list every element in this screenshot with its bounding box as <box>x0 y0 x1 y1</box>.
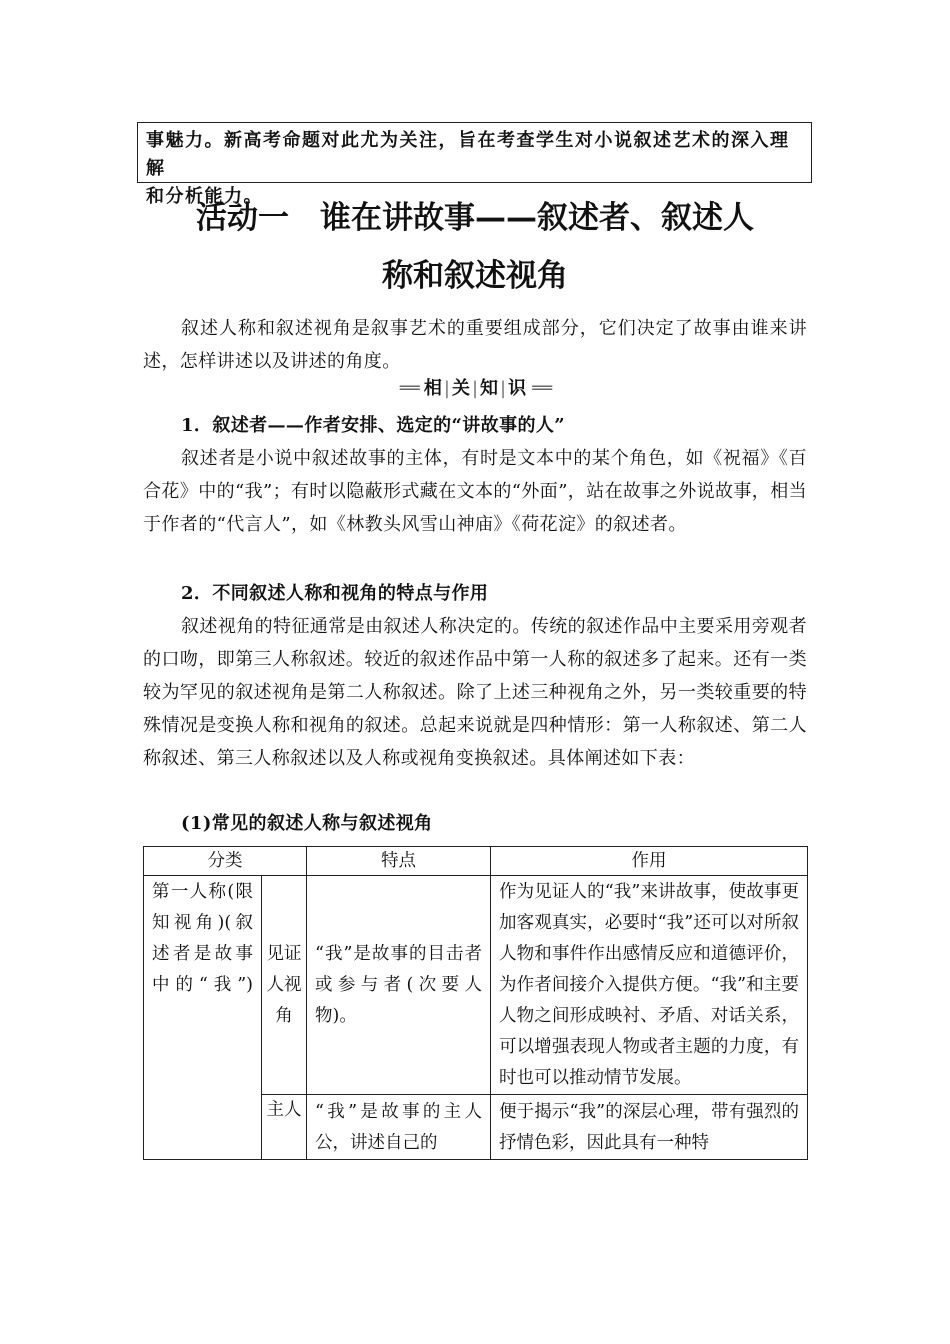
intro-box-line-2: 和分析能力。 <box>146 186 263 207</box>
header-category: 分类 <box>144 847 307 876</box>
table-caption: (1)常见的叙述人称与叙述视角 <box>181 813 433 834</box>
header-feature: 特点 <box>307 847 491 876</box>
paragraph-narrator: 叙述者是小说中叙述故事的主体，有时是文本中的某个角色，如《祝福》《百合花》中的“我”；有时以隐蔽形式藏在文本的“外面”，站在故事之外说故事，相当于作者的“代言人”，如《林教头风雪山神庙》《荷花淀》的叙述者。 <box>143 448 808 535</box>
cell-feature: “我”是故事的主人公，讲述自己的 <box>307 1095 491 1160</box>
banner-rule-right: ══ <box>532 378 551 399</box>
banner-char-1: 相 <box>423 378 442 399</box>
banner-char-3: 知 <box>480 378 499 399</box>
heading-2: 2．不同叙述人称和视角的特点与作用 <box>181 583 489 604</box>
cell-view: 主人 <box>262 1095 307 1160</box>
banner-rule-left: ══ <box>399 378 418 399</box>
table-header-row <box>144 847 808 876</box>
paragraph-perspective: 叙述视角的特征通常是由叙述人称决定的。传统的叙述作品中主要采用旁观者的口吻，即第三人称叙述。较近的叙述作品中第一人称的叙述多了起来。还有一类较为罕见的叙述视角是第二人称叙述。除了上述三种视角之外，另一类较重要的特殊情况是变换人称和视角的叙述。总起来说就是四种情形：第一人称叙述、第二人称叙述、第三人称叙述以及人称或视角变换叙述。具体阐述如下表： <box>143 616 807 769</box>
cell-effect: 便于揭示“我”的深层心理，带有强烈的抒情色彩，因此具有一种特 <box>491 1095 808 1160</box>
heading-1: 1．叙述者——作者安排、选定的“讲故事的人” <box>181 415 566 436</box>
header-effect: 作用 <box>491 847 808 876</box>
cell-feature: “我”是故事的目击者或参与者(次要人物)。 <box>307 876 491 1095</box>
section-banner: ══ 相 | 关 | 知 | 识 ══ <box>399 378 551 399</box>
activity-title-line-2: 称和叙述视角 <box>382 258 568 294</box>
activity-title-line-1: 活动一 谁在讲故事——叙述者、叙述人 <box>196 200 754 236</box>
banner-char-2: 关 <box>451 378 470 399</box>
banner-char-4: 识 <box>508 378 527 399</box>
cell-effect: 作为见证人的“我”来讲故事，使故事更加客观真实，必要时“我”还可以对所叙人物和事件作出感情反应和道德评价，为作者间接介入提供方便。“我”和主要人物之间形成映衬、矛盾、对话关系，可以增强表现人物或者主题的力度，有时也可以推动情节发展。 <box>491 876 808 1095</box>
narrative-perspective-table <box>143 846 808 1160</box>
cell-view: 见证人视角 <box>262 876 307 1095</box>
intro-box-line-1: 事魅力。新高考命题对此尤为关注，旨在考查学生对小说叙述艺术的深入理解 <box>146 130 790 179</box>
intro-box <box>137 122 812 207</box>
intro-paragraph: 叙述人称和叙述视角是叙事艺术的重要组成部分，它们决定了故事由谁来讲述，怎样讲述以及讲述的角度。 <box>143 318 807 372</box>
table-row <box>144 876 808 1095</box>
cell-category: 第一人称(限知视角)(叙述者是故事中的“我”) <box>144 876 262 1160</box>
